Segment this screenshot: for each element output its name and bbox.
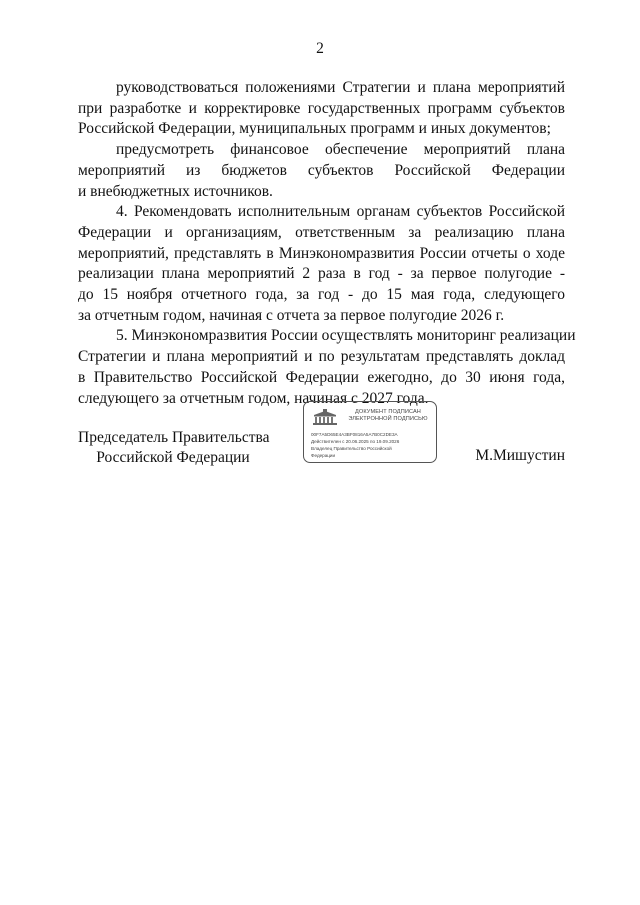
text-line: мероприятий из бюджетов субъектов Российской Федерации (78, 161, 565, 179)
stamp-validity: Действителен с 20.06.2025 по 19.09.2026 (311, 439, 400, 444)
text-line: реализации плана мероприятий 2 раза в год - за первое полугодие - (78, 265, 565, 283)
stamp-title-line: ДОКУМЕНТ ПОДПИСАН (355, 409, 421, 415)
stamp-title-line: ЭЛЕКТРОННОЙ ПОДПИСЬЮ (348, 416, 428, 422)
stamp-owner: Владелец Правительство Российской (311, 446, 392, 451)
text-line: за отчетным годом, начиная с отчета за первое полугодие 2026 г. (78, 306, 505, 324)
text-line: в Правительство Российской Федерации ежегодно, до 30 июня года, (78, 368, 565, 386)
document-body (78, 78, 576, 409)
stamp-title (342, 409, 434, 423)
government-building-icon (311, 408, 339, 426)
signatory-position-line: Председатель Правительства (78, 429, 270, 446)
electronic-signature-stamp (303, 401, 437, 463)
text-line: Российской Федерации, муниципальных программ и иных документов; (78, 120, 551, 138)
signer-name: М.Мишустин (475, 447, 565, 464)
text-line: мероприятий, представлять в Минэкономразвития России отчеты о ходе (78, 244, 565, 262)
text-line: руководствоваться положениями Стратегии и плана мероприятий (116, 79, 565, 96)
text-line: 4. Рекомендовать исполнительным органам субъектов Российской (116, 203, 565, 221)
page-number: 2 (316, 40, 324, 57)
text-line: предусмотреть финансовое обеспечение мероприятий плана (116, 141, 565, 159)
text-line: 5. Минэкономразвития России осуществлять мониторинг реализации (116, 327, 576, 345)
text-line: Федерации и организациям, ответственным за реализацию плана (78, 223, 565, 241)
stamp-owner: Федерации (311, 453, 336, 458)
stamp-certificate-info (311, 431, 435, 459)
text-line: при разработке и корректировке государственных программ субъектов (78, 99, 565, 117)
stamp-certificate-number: 00F7A5D65E4A3BF0816A5A7B0C2DE3A (311, 432, 398, 437)
text-line: Стратегии и плана мероприятий и по результатам представлять доклад (78, 348, 565, 366)
text-line: следующего за отчетным годом, начиная с 2027 года. (78, 389, 429, 407)
text-line: до 15 ноября отчетного года, за год - до 15 мая года, следующего (78, 286, 565, 304)
signatory-position-line: Российской Федерации (96, 449, 250, 466)
signatory-position (78, 428, 268, 468)
text-line: и внебюджетных источников. (78, 182, 273, 200)
